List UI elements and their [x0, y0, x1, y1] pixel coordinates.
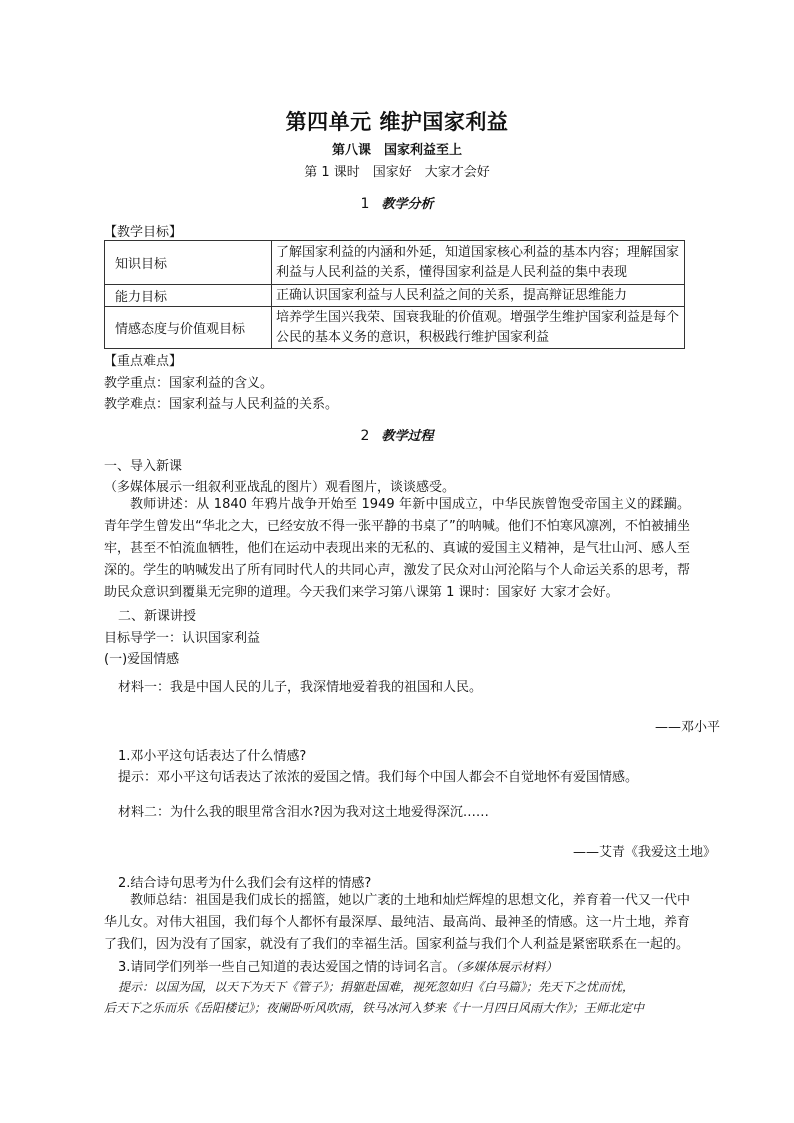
goal-label: 知识目标: [105, 241, 272, 285]
question-2: 2.结合诗句思考为什么我们会有这样的情感?: [118, 876, 372, 891]
material-1-source: ——邓小平: [654, 720, 720, 735]
question-3-text: 3.请同学们列举一些自己知道的表达爱国之情的诗词名言。: [118, 960, 456, 975]
goal-text: 了解国家利益的内涵和外延，知道国家核心利益的基本内容；理解国家利益与人民利益的关系，懂得国家利益是人民利益的集中表现: [272, 241, 685, 285]
table-row: [105, 307, 685, 349]
material-2-source: ——艾青《我爱这土地》: [572, 845, 716, 860]
goals-table: [104, 240, 685, 349]
keypoints-heading: 【重点难点】: [104, 354, 183, 369]
unit-title: 第四单元 维护国家利益: [285, 110, 509, 134]
section-number: 2: [360, 428, 370, 444]
goal-text: 正确认识国家利益与人民利益之间的关系，提高辩证思维能力: [272, 285, 685, 307]
section-heading-process: [0, 425, 794, 444]
goals-heading: 【教学目标】: [104, 225, 183, 240]
subheading-patriotism: (一)爱国情感: [104, 652, 180, 667]
table-row: [105, 241, 685, 285]
question-1: 1.邓小平这句话表达了什么情感?: [118, 749, 307, 764]
period-title: 第 1 课时 国家好 大家才会好: [304, 165, 490, 180]
hint-3-line-2: 后天下之乐而乐《岳阳楼记》；夜阑卧听风吹雨，铁马冰河入梦来《十一月四日风雨大作》；王师北定中: [104, 1001, 645, 1015]
material-2: 材料二：为什么我的眼里常含泪水?因为我对这土地爱得深沉……: [118, 805, 489, 820]
goal-label: 能力目标: [105, 285, 272, 307]
question-3: [118, 956, 557, 975]
lesson-title: 第八课 国家利益至上: [331, 143, 462, 158]
teaching-difficulty: 教学难点：国家利益与人民利益的关系。: [104, 397, 339, 412]
goal-guide-1: 目标导学一：认识国家利益: [104, 631, 261, 646]
material-1: 材料一：我是中国人民的儿子，我深情地爱着我的祖国和人民。: [118, 680, 483, 695]
answer-1: 提示：邓小平这句话表达了浓浓的爱国之情。我们每个中国人都会不自觉地怀有爱国情感。: [118, 770, 639, 785]
section-number: 1: [360, 196, 370, 212]
teacher-talk-paragraph: 教师讲述：从 1840 年鸦片战争开始至 1949 年新中国成立，中华民族曾饱受帝国主义的蹂躏。青年学生曾发出“华北之大，已经安放不得一张平静的书桌了”的呐喊。他们不怕寒风凛冽，不怕被捕坐牢，甚至不怕流血牺牲，他们在运动中表现出来的无私的、真诚的爱国主义精神，是气壮山河、感人至深的。学生的呐喊发出了所有同时代人的共同心声，激发了民众对山河沦陷与个人命运关系的思考，帮助民众意识到覆巢无完卵的道理。今天我们来学习第八课第 1 课时：国家好 大家才会好。: [104, 497, 690, 600]
goal-text: 培养学生国兴我荣、国衰我耻的价值观。增强学生维护国家利益是每个公民的基本义务的意识，积极践行维护国家利益: [272, 307, 685, 349]
hint-3-line-1: 提示：以国为国，以天下为天下《管子》；捐躯赴国难，视死忽如归《白马篇》；先天下之忧而忧，: [118, 980, 635, 994]
intro-heading: 一、导入新课: [104, 459, 183, 474]
section-title: 教学过程: [381, 429, 434, 444]
teacher-summary-paragraph: 教师总结：祖国是我们成长的摇篮，她以广袤的土地和灿烂辉煌的思想文化，养育着一代又一代中华儿女。对伟大祖国，我们每个人都怀有最深厚、最纯洁、最高尚、最神圣的情感。这一片土地，养育了我们，因为没有了国家，就没有了我们的幸福生活。国家利益与我们个人利益是紧密联系在一起的。: [104, 893, 690, 952]
goal-label: 情感态度与价值观目标: [105, 307, 272, 349]
section-heading-analysis: [0, 193, 794, 212]
question-3-media: （多媒体展示材料）: [455, 960, 558, 974]
new-lesson-heading: 二、新课讲授: [118, 609, 197, 624]
table-row: [105, 285, 685, 307]
teaching-focus: 教学重点：国家利益的含义。: [104, 376, 274, 391]
section-title: 教学分析: [381, 197, 434, 212]
intro-media-note: （多媒体展示一组叙利亚战乱的图片）观看图片，谈谈感受。: [104, 480, 456, 495]
